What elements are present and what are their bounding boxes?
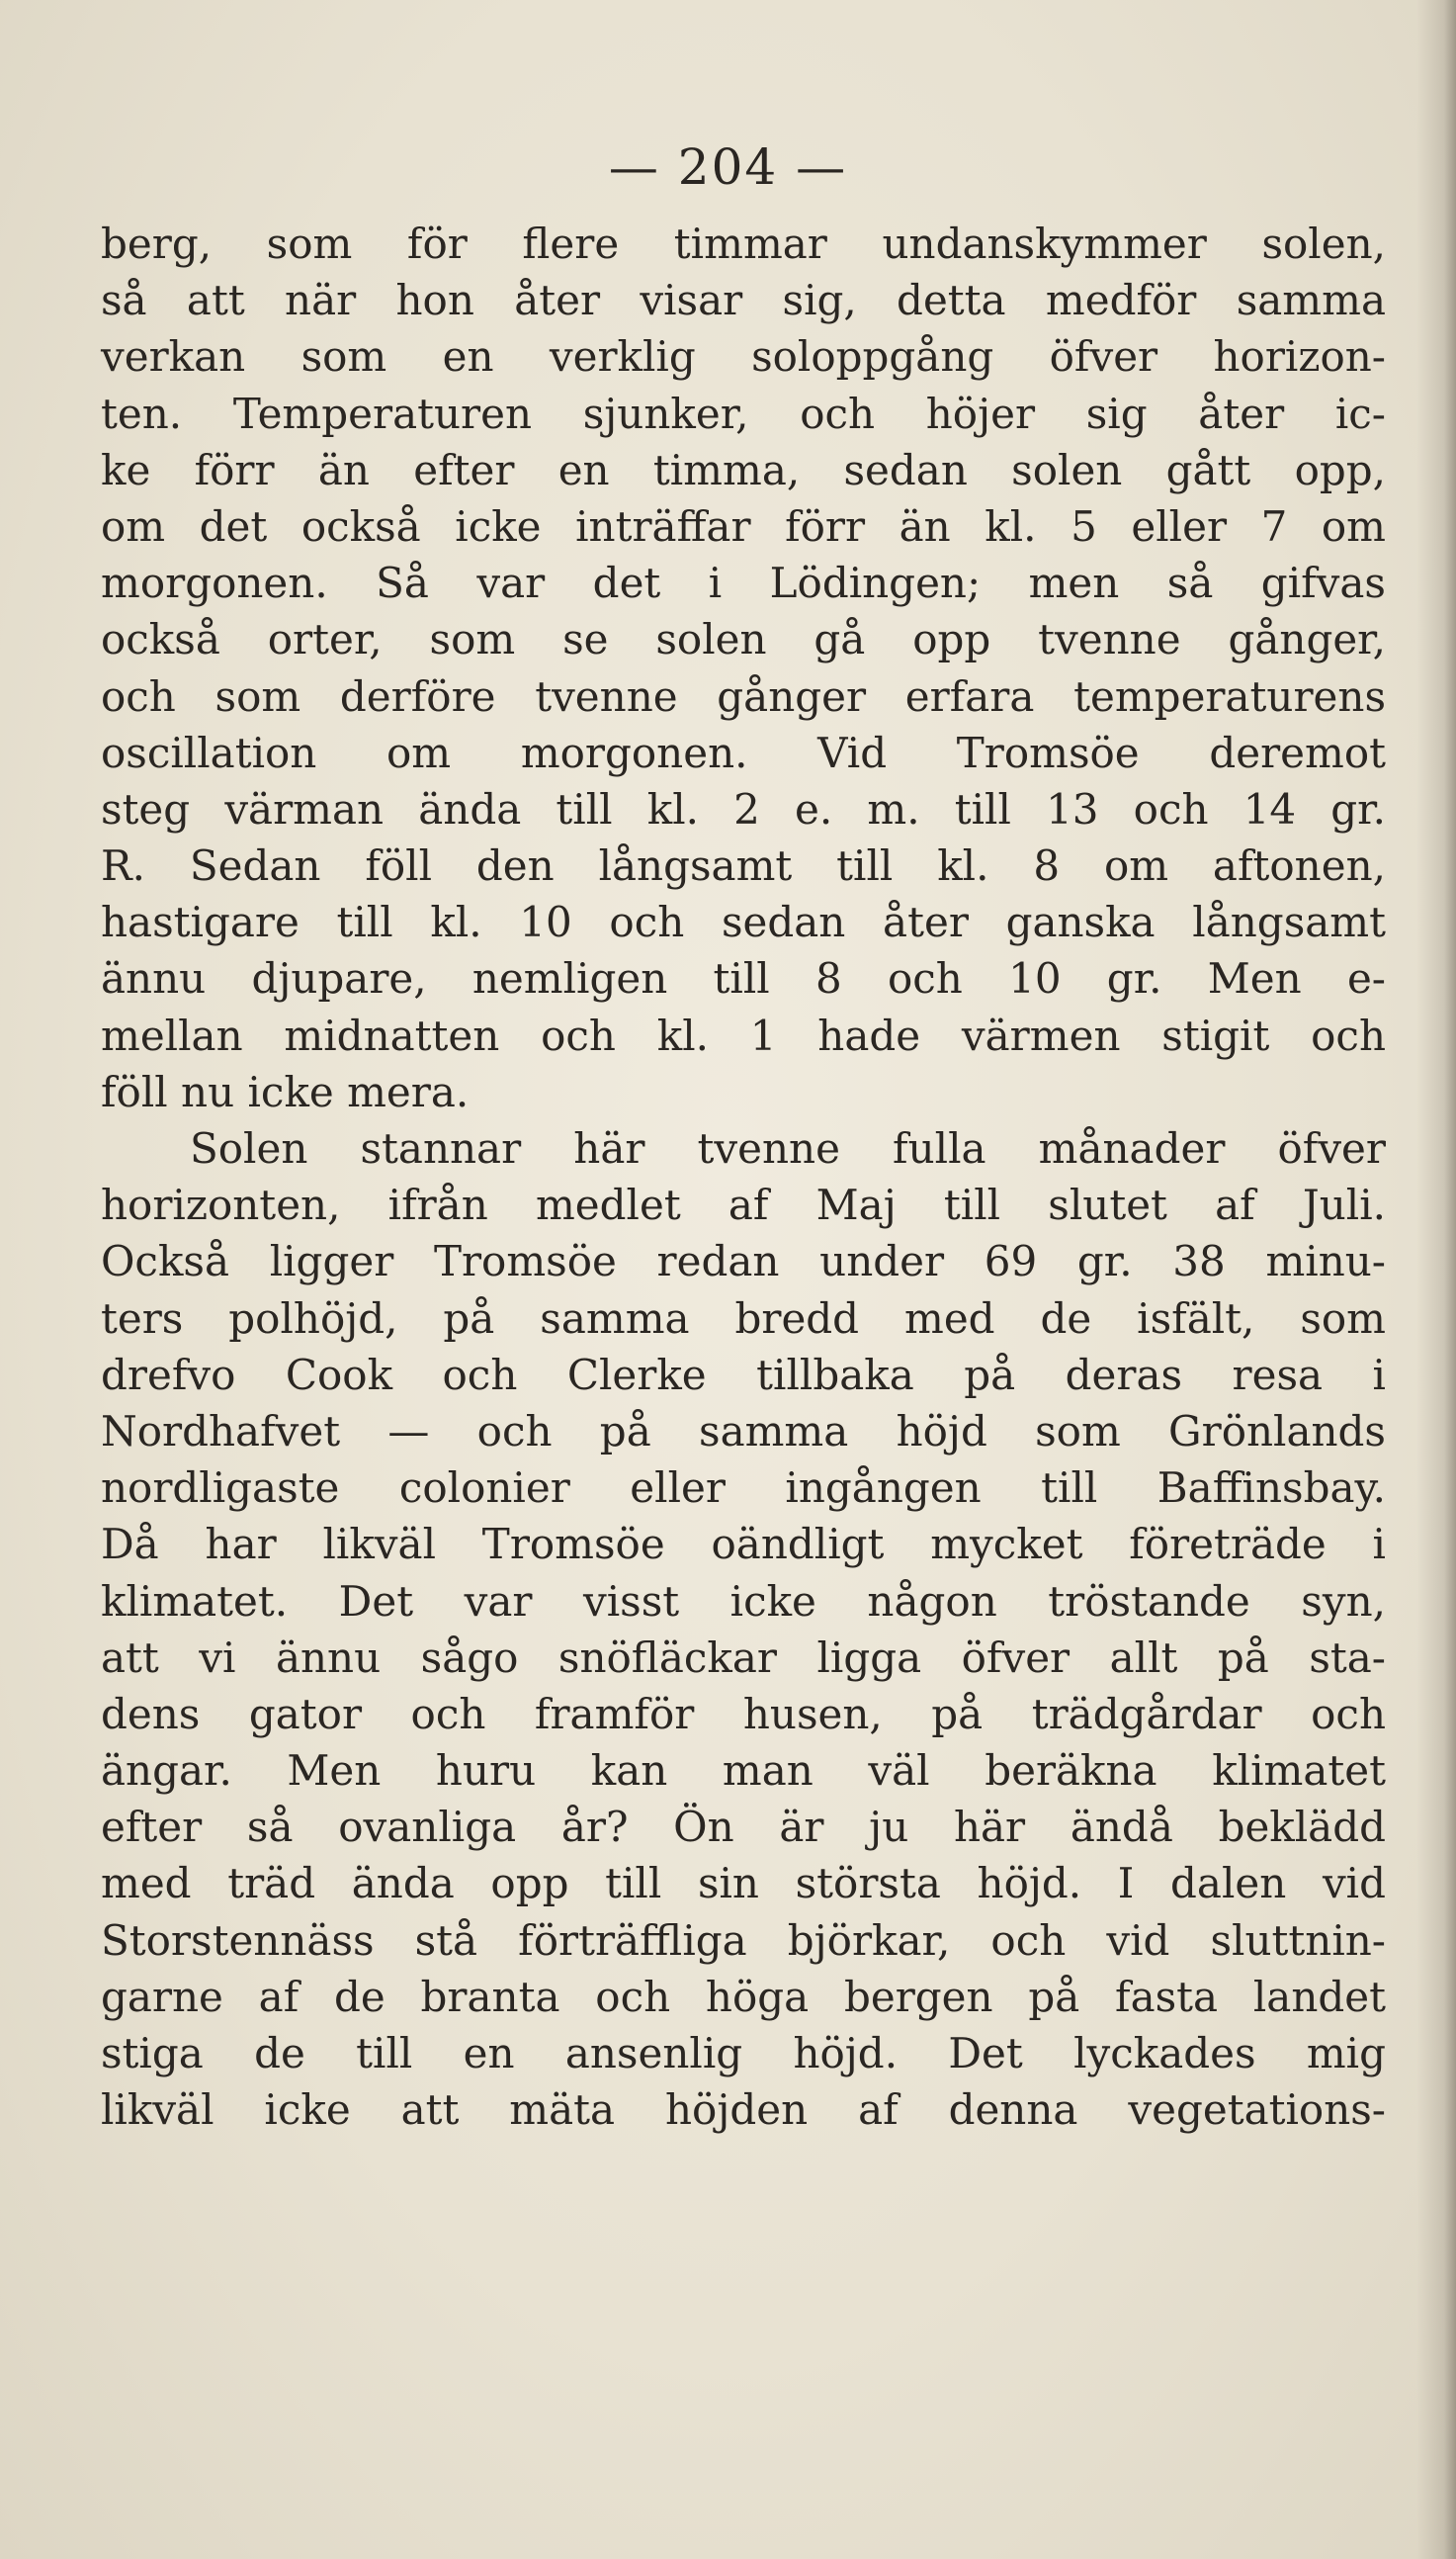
text-line: Storstennäss stå förträffliga björkar, och vid sluttnin- — [101, 1915, 1386, 1965]
body-text — [101, 216, 1386, 2138]
text-line: likväl icke att mäta höjden af denna vegetations- — [101, 2085, 1386, 2135]
text-line: ängar. Men huru kan man väl beräkna klimatet — [101, 1746, 1386, 1796]
text-line: ters polhöjd, på samma bredd med de isfält, som — [101, 1293, 1386, 1343]
text-line: horizonten, ifrån medlet af Maj till slutet af Juli. — [101, 1181, 1386, 1230]
text-line: Nordhafvet — och på samma höjd som Grönlands — [101, 1406, 1386, 1456]
text-line: morgonen. Så var det i Lödingen; men så gifvas — [101, 559, 1386, 608]
text-line: ten. Temperaturen sjunker, och höjer sig åter ic- — [101, 389, 1386, 438]
text-line: stiga de till en ansenlig höjd. Det lyckades mig — [101, 2029, 1386, 2077]
text-line: Också ligger Tromsöe redan under 69 gr. 38 minu- — [101, 1237, 1386, 1286]
text-line: mellan midnatten och kl. 1 hade värmen stigit och — [101, 1011, 1386, 1060]
text-line: om det också icke inträffar förr än kl. 5 eller 7 om — [101, 501, 1386, 551]
text-line: också orter, som se solen gå opp tvenne gånger, — [101, 615, 1386, 664]
text-line: ke förr än efter en timma, sedan solen gått opp, — [101, 445, 1386, 494]
text-line: med träd ända opp till sin största höjd. I dalen vid — [101, 1859, 1386, 1908]
text-line: Då har likväl Tromsöe oändligt mycket företräde i — [101, 1520, 1386, 1569]
text-line: Solen stannar här tvenne fulla månader öfver — [190, 1124, 1386, 1173]
text-line: nordligaste colonier eller ingången till Baffinsbay. — [101, 1463, 1386, 1513]
text-line: berg, som för flere timmar undanskymmer solen, — [101, 220, 1386, 268]
text-line: R. Sedan föll den långsamt till kl. 8 om aftonen, — [101, 841, 1386, 891]
text-line: efter så ovanliga år? Ön är ju här ändå beklädd — [101, 1803, 1386, 1852]
text-line: drefvo Cook och Clerke tillbaka på deras resa i — [101, 1350, 1386, 1399]
text-line: föll nu icke mera. — [101, 1067, 470, 1116]
page-number-header: — 204 — — [608, 138, 848, 196]
text-line: oscillation om morgonen. Vid Tromsöe deremot — [101, 728, 1386, 777]
text-line: och som derföre tvenne gånger erfara temperaturens — [101, 671, 1386, 721]
page-edge-shadow — [1416, 0, 1456, 2559]
text-line: verkan som en verklig soloppgång öfver horizon- — [101, 332, 1386, 382]
text-line: dens gator och framför husen, på trädgårdar och — [101, 1689, 1386, 1738]
text-line: ännu djupare, nemligen till 8 och 10 gr. Men e- — [101, 954, 1386, 1004]
text-line: att vi ännu sågo snöfläckar ligga öfver allt på sta- — [101, 1632, 1386, 1682]
text-line: så att när hon åter visar sig, detta medför samma — [101, 276, 1386, 325]
text-line: garne af de branta och höga bergen på fasta landet — [101, 1972, 1386, 2021]
text-line: steg värman ända till kl. 2 e. m. till 13 och 14 gr. — [101, 784, 1386, 834]
text-line: klimatet. Det var visst icke någon tröstande syn, — [101, 1576, 1386, 1626]
text-line: hastigare till kl. 10 och sedan åter ganska långsamt — [101, 898, 1386, 947]
